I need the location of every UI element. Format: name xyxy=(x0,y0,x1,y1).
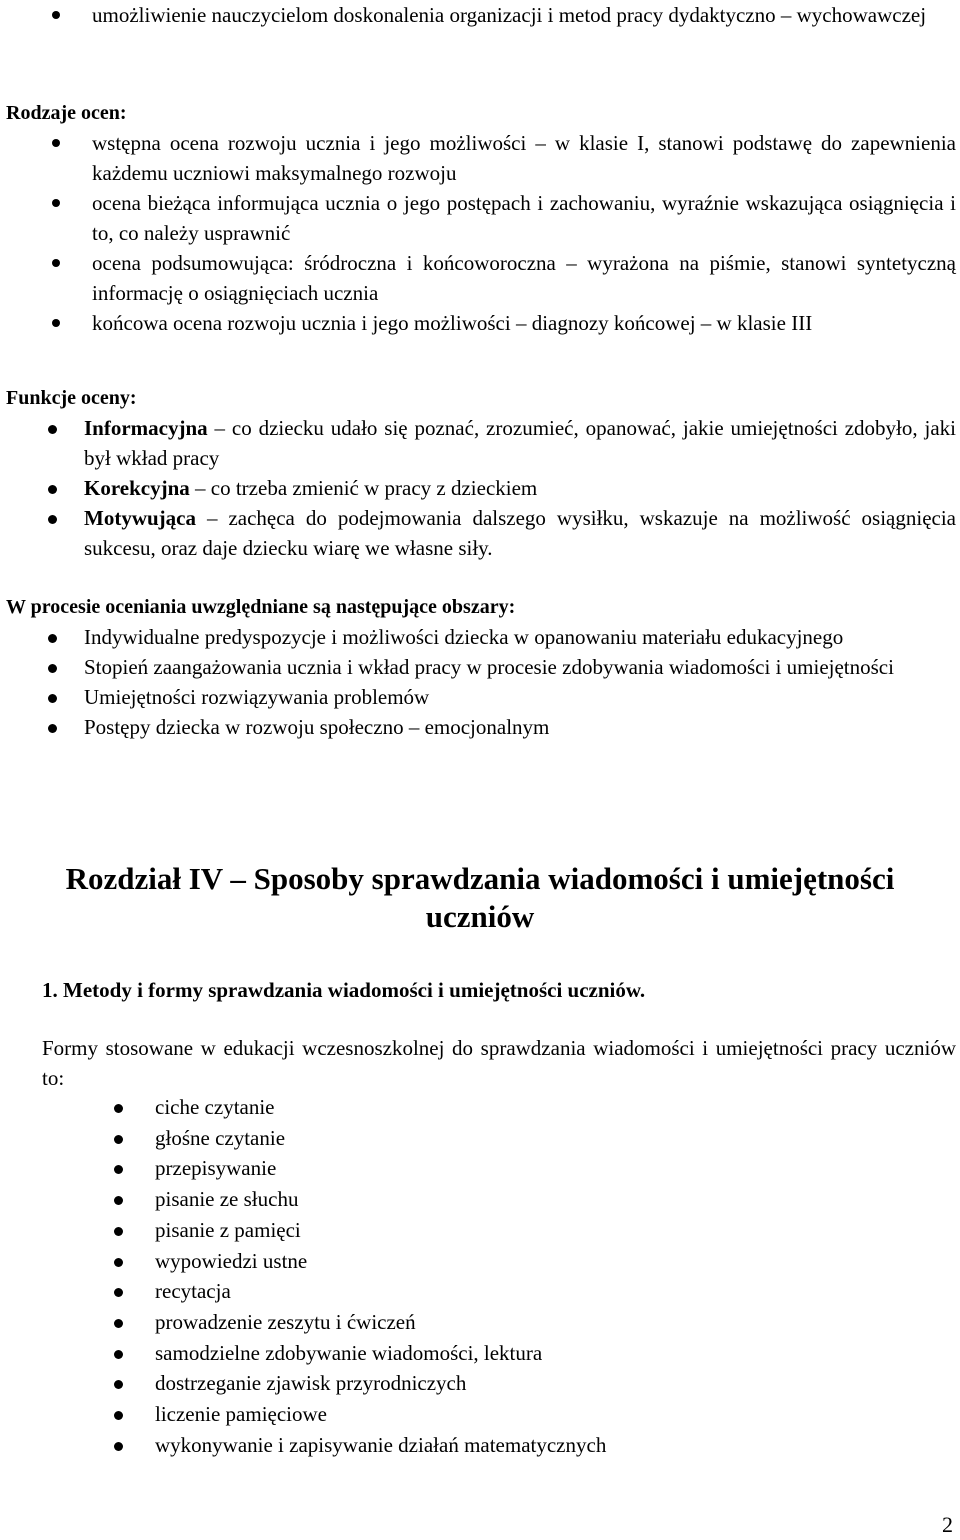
list-item xyxy=(6,413,956,473)
obszary-list xyxy=(6,622,956,742)
term-description: – co dziecku udało się poznać, zrozumieć, opanować, jakie umiejętności zdobyło, jaki był wkład pracy xyxy=(84,416,956,470)
list-item: pisanie z pamięci xyxy=(0,1215,956,1246)
list-item: wykonywanie i zapisywanie działań matematycznych xyxy=(0,1430,956,1461)
chapter-title-line: Rozdział IV – Sposoby sprawdzania wiadomości i umiejętności xyxy=(65,861,895,896)
section-heading: Funkcje oceny: xyxy=(6,387,137,409)
term: Informacyjna xyxy=(84,416,208,440)
intro-list xyxy=(6,0,956,30)
section-heading: Rodzaje ocen: xyxy=(6,102,127,124)
term-description: – co trzeba zmienić w pracy z dzieckiem xyxy=(189,476,538,500)
list-item: liczenie pamięciowe xyxy=(0,1399,956,1430)
rodzaje-section xyxy=(6,98,956,338)
obszary-section xyxy=(6,592,956,742)
funkcje-section xyxy=(6,383,956,563)
list-item: Indywidualne predyspozycje i możliwości dziecka w opanowaniu materiału edukacyjnego xyxy=(6,622,956,652)
list-item: głośne czytanie xyxy=(0,1123,956,1154)
term: Korekcyjna xyxy=(84,476,190,500)
chapter-title-line: uczniów xyxy=(425,899,535,934)
term-description: – zachęca do podejmowania dalszego wysiłku, wskazuje na możliwość osiągnięcia sukcesu, oraz daje dziecku wiarę we własne siły. xyxy=(84,506,956,560)
list-item: samodzielne zdobywanie wiadomości, lektura xyxy=(0,1338,956,1369)
page-number: 2 xyxy=(942,1512,953,1537)
term: Motywująca xyxy=(84,506,196,530)
section-intro: Formy stosowane w edukacji wczesnoszkolnej do sprawdzania wiadomości i umiejętności pracy uczniów to: xyxy=(42,1036,956,1090)
list-item: dostrzeganie zjawisk przyrodniczych xyxy=(0,1368,956,1399)
list-item xyxy=(6,473,956,503)
list-item xyxy=(6,503,956,563)
forms-section xyxy=(0,1092,956,1460)
chapter-title xyxy=(0,860,960,936)
list-item: ocena bieżąca informująca ucznia o jego postępach i zachowaniu, wyraźnie wskazująca osiągnięcia i to, co należy usprawnić xyxy=(6,188,956,248)
list-item: umożliwienie nauczycielom doskonalenia organizacji i metod pracy dydaktyczno – wychowawczej xyxy=(6,0,956,30)
subsection-heading: 1. Metody i formy sprawdzania wiadomości i umiejętności uczniów. xyxy=(42,978,646,1002)
list-item: końcowa ocena rozwoju ucznia i jego możliwości – diagnozy końcowej – w klasie III xyxy=(6,308,956,338)
list-item: prowadzenie zeszytu i ćwiczeń xyxy=(0,1307,956,1338)
list-item: recytacja xyxy=(0,1276,956,1307)
list-item: pisanie ze słuchu xyxy=(0,1184,956,1215)
list-item: wstępna ocena rozwoju ucznia i jego możliwości – w klasie I, stanowi podstawę do zapewnienia każdemu uczniowi maksymalnego rozwoju xyxy=(6,128,956,188)
list-item: ciche czytanie xyxy=(0,1092,956,1123)
rodzaje-list xyxy=(6,128,956,338)
list-item: Stopień zaangażowania ucznia i wkład pracy w procesie zdobywania wiadomości i umiejętności xyxy=(6,652,956,682)
list-item: ocena podsumowująca: śródroczna i końcoworoczna – wyrażona na piśmie, stanowi syntetyczną informację o osiągnięciach ucznia xyxy=(6,248,956,308)
funkcje-list xyxy=(6,413,956,563)
list-item: wypowiedzi ustne xyxy=(0,1246,956,1277)
list-item: przepisywanie xyxy=(0,1153,956,1184)
list-item: Postępy dziecka w rozwoju społeczno – emocjonalnym xyxy=(6,712,956,742)
section-heading: W procesie oceniania uwzględniane są następujące obszary: xyxy=(6,596,516,618)
list-item: Umiejętności rozwiązywania problemów xyxy=(6,682,956,712)
forms-list xyxy=(0,1092,956,1460)
intro-section xyxy=(6,0,956,30)
